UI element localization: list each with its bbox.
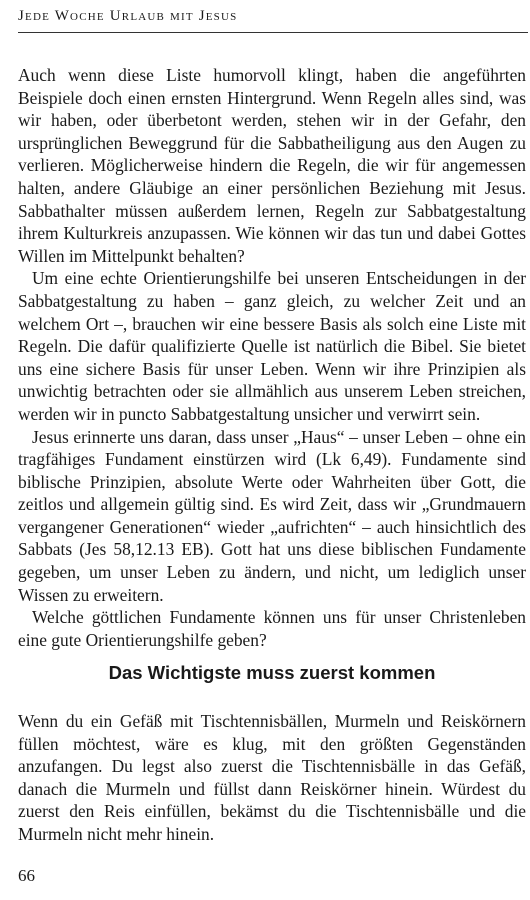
paragraph-1: Auch wenn diese Liste humorvoll klingt, haben die angeführten Beispiele doch einen ernsten Hintergrund. Wenn Regeln alles sind, was wir haben, oder überbetont werden, stehen wir in der Gefahr, den ursprünglichen Beweggrund für die Sabbatheiligung aus den Augen zu verlieren. Möglicherweise hindern die Regeln, die wir für angemessen halten, andere Gläubige an einer persönlichen Beziehung mit Jesus. Sabbathalter müssen außerdem lernen, Regeln zur Sabbatgestaltung ihrem Kulturkreis anzupassen. Wie können wir das tun und dabei Gottes Willen im Mittelpunkt behalten? xyxy=(18,65,526,266)
page-number: 66 xyxy=(18,866,35,885)
paragraph-2: Um eine echte Orientierungshilfe bei unseren Entscheidungen in der Sabbatgestaltung zu haben – ganz gleich, zu welcher Zeit und an welchem Ort –, brauchen wir eine bessere Basis als solch eine Liste mit Regeln. Die dafür qualifizierte Quelle ist natürlich die Bibel. Sie bietet uns eine sichere Basis für unser Leben. Wenn wir ihre Prinzipien als unwichtig betrachten oder sie allmählich aus unserem Leben streichen, werden wir in puncto Sabbatgestaltung unsicher und verwirrt sein. xyxy=(18,268,526,424)
header-rule xyxy=(18,32,528,33)
main-text xyxy=(18,64,526,651)
paragraph-3: Jesus erinnerte uns daran, dass unser „Haus“ – unser Leben – ohne ein tragfähiges Fundament einstürzen wird (Lk 6,49). Fundamente sind biblische Prinzipien, absolute Werte oder Wahrheiten über Gott, die zeitlos und allgemein gültig sind. Es wird Zeit, dass wir „Grundmauern vergangener Generationen“ wieder „aufrichten“ – auch hinsichtlich des Sabbats (Jes 58,12.13 EB). Gott hat uns diese biblischen Fundamente gegeben, um unser Leben zu ändern, und nicht, um lediglich unser Wissen zu erweitern. xyxy=(18,426,526,605)
section-text xyxy=(18,710,526,846)
section-heading: Das Wichtigste muss zuerst kommen xyxy=(108,662,436,683)
paragraph-4: Welche göttlichen Fundamente können uns für unser Christenleben eine gute Orientierungshilfe geben? xyxy=(18,607,526,650)
section-paragraph: Wenn du ein Gefäß mit Tischtennisbällen, Murmeln und Reiskörnern füllen möchtest, wäre es klug, mit den größten Gegenständen anzufangen. Du legst also zuerst die Tischtennisbälle in das Gefäß, danach die Murmeln und füllst dann Reiskörner hinein. Würdest du zuerst den Reis einfüllen, bekämst du die Tischtennisbälle und die Murmeln nicht mehr hinein. xyxy=(18,711,526,844)
running-head: Jede Woche Urlaub mit Jesus xyxy=(18,8,238,24)
